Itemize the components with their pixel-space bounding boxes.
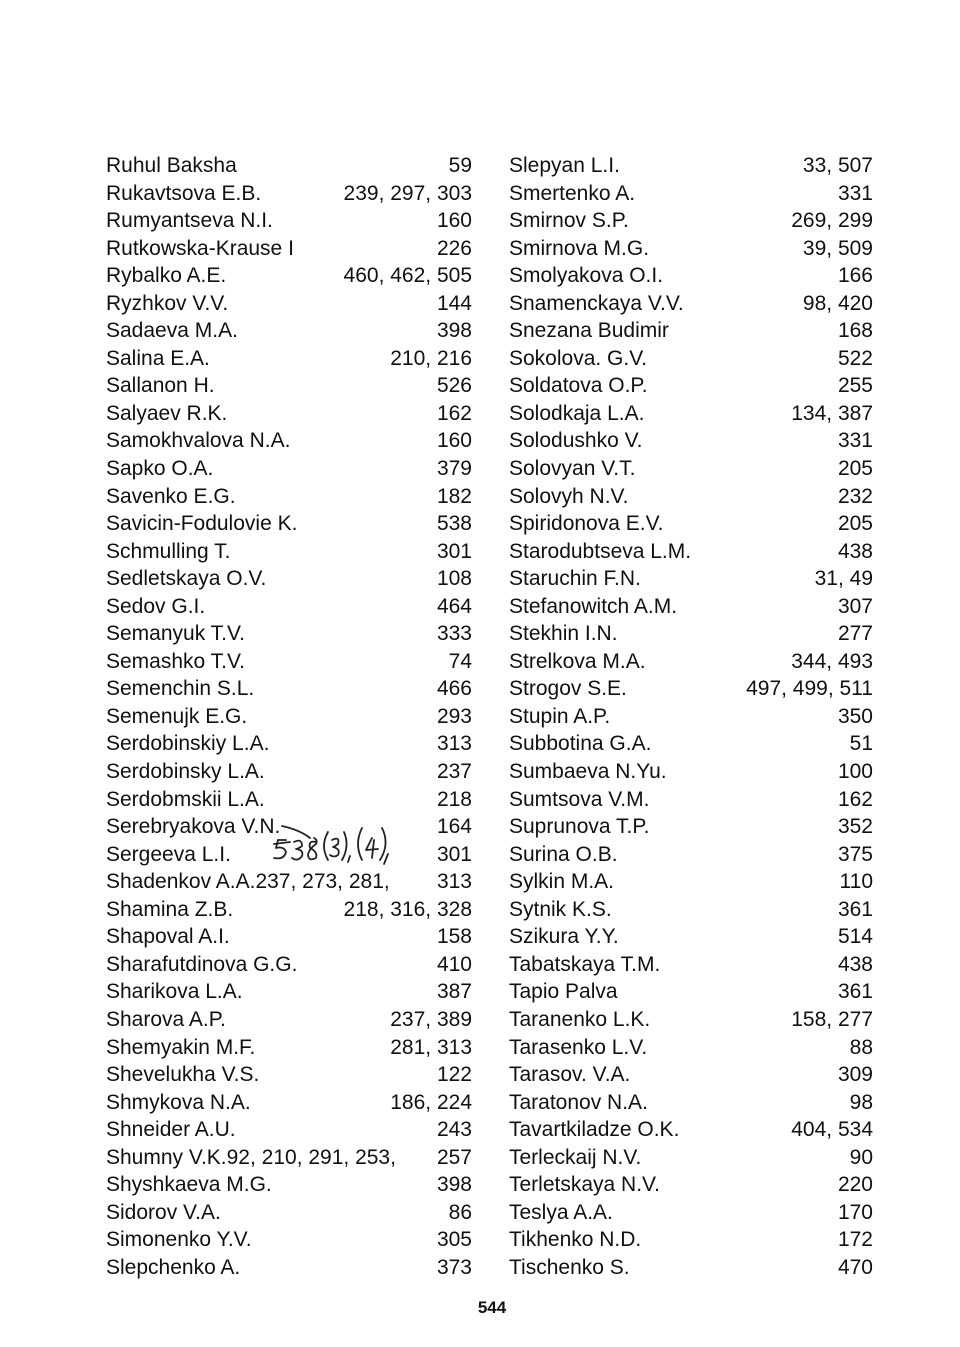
entry-pages: 98, 420 bbox=[802, 291, 873, 315]
entry-name: Sergeeva L.I. bbox=[106, 842, 231, 866]
entry-pages: 301 bbox=[436, 842, 472, 866]
entry-name: Surina O.B. bbox=[509, 842, 618, 866]
index-entry bbox=[106, 593, 472, 621]
index-entry bbox=[509, 565, 873, 593]
entry-pages: 160 bbox=[436, 209, 472, 233]
entry-name: Shamina Z.B. bbox=[106, 897, 234, 921]
index-entry bbox=[106, 538, 472, 566]
index-entry bbox=[106, 1144, 472, 1172]
index-entry bbox=[509, 1199, 873, 1227]
entry-pages: 331 bbox=[837, 429, 873, 453]
entry-name: Shumny V.K.92, 210, 291, 253, bbox=[106, 1145, 396, 1169]
entry-pages: 205 bbox=[837, 457, 873, 481]
entry-pages: 514 bbox=[837, 925, 873, 949]
entry-name: Shmykova N.A. bbox=[106, 1090, 251, 1114]
entry-pages: 305 bbox=[436, 1228, 472, 1252]
index-entry bbox=[106, 703, 472, 731]
entry-pages: 226 bbox=[436, 236, 472, 260]
entry-name: Strogov S.E. bbox=[509, 677, 627, 701]
entry-pages: 162 bbox=[436, 401, 472, 425]
entry-name: Sumbaeva N.Yu. bbox=[509, 760, 667, 784]
entry-pages: 538 bbox=[436, 512, 472, 536]
entry-pages: 144 bbox=[436, 291, 472, 315]
entry-name: Subbotina G.A. bbox=[509, 732, 652, 756]
index-entry bbox=[509, 1171, 873, 1199]
entry-name: Ryzhkov V.V. bbox=[106, 291, 229, 315]
entry-name: Sapko O.A. bbox=[106, 457, 214, 481]
entry-name: Taranenko L.K. bbox=[509, 1007, 651, 1031]
index-entry bbox=[509, 923, 873, 951]
entry-pages: 470 bbox=[837, 1255, 873, 1279]
entry-name: Smolyakova O.I. bbox=[509, 264, 664, 288]
index-entry bbox=[106, 565, 472, 593]
index-entry bbox=[509, 345, 873, 373]
entry-name: Smertenko A. bbox=[509, 181, 636, 205]
index-entry bbox=[509, 538, 873, 566]
index-entry bbox=[509, 262, 873, 290]
index-entry bbox=[106, 868, 472, 896]
index-entry bbox=[509, 868, 873, 896]
entry-name: Solovyh N.V. bbox=[509, 484, 629, 508]
entry-name: Tarasenko L.V. bbox=[509, 1035, 648, 1059]
index-entry bbox=[106, 345, 472, 373]
entry-pages: 522 bbox=[837, 346, 873, 370]
entry-name: Samokhvalova N.A. bbox=[106, 429, 291, 453]
entry-name: Rybalko A.E. bbox=[106, 264, 227, 288]
index-entry bbox=[509, 400, 873, 428]
entry-name: Smirnov S.P. bbox=[509, 209, 629, 233]
entry-name: Sumtsova V.M. bbox=[509, 787, 650, 811]
entry-name: Stefanowitch A.M. bbox=[509, 594, 678, 618]
entry-pages: 313 bbox=[436, 870, 472, 894]
index-entry bbox=[509, 841, 873, 869]
entry-pages: 88 bbox=[849, 1035, 873, 1059]
entry-name: Starodubtseva L.M. bbox=[509, 539, 692, 563]
index-entry bbox=[106, 1061, 472, 1089]
entry-name: Snamenckaya V.V. bbox=[509, 291, 684, 315]
entry-pages: 361 bbox=[837, 897, 873, 921]
entry-pages: 277 bbox=[837, 622, 873, 646]
entry-pages: 404, 534 bbox=[791, 1118, 873, 1142]
entry-pages: 526 bbox=[436, 374, 472, 398]
index-entry bbox=[509, 896, 873, 924]
index-left-column bbox=[106, 152, 472, 1281]
entry-pages: 162 bbox=[837, 787, 873, 811]
entry-pages: 438 bbox=[837, 952, 873, 976]
entry-pages: 243 bbox=[436, 1118, 472, 1142]
entry-pages: 182 bbox=[436, 484, 472, 508]
entry-name: Serdobinsky L.A. bbox=[106, 760, 265, 784]
index-entry bbox=[106, 483, 472, 511]
index-entry bbox=[106, 923, 472, 951]
index-entry bbox=[106, 1089, 472, 1117]
entry-name: Sharafutdinova G.G. bbox=[106, 952, 298, 976]
entry-name: Shyshkaeva M.G. bbox=[106, 1173, 272, 1197]
entry-pages: 387 bbox=[436, 980, 472, 1004]
entry-name: Rumyantseva N.I. bbox=[106, 209, 273, 233]
entry-pages: 398 bbox=[436, 1173, 472, 1197]
index-entry bbox=[106, 675, 472, 703]
index-entry bbox=[106, 786, 472, 814]
entry-pages: 438 bbox=[837, 539, 873, 563]
index-entry bbox=[106, 510, 472, 538]
entry-name: Sedletskaya O.V. bbox=[106, 567, 267, 591]
entry-pages: 158 bbox=[436, 925, 472, 949]
entry-pages: 237 bbox=[436, 760, 472, 784]
entry-name: Shadenkov A.A.237, 273, 281, bbox=[106, 870, 390, 894]
entry-pages: 460, 462, 505 bbox=[343, 264, 472, 288]
entry-pages: 307 bbox=[837, 594, 873, 618]
index-entry bbox=[106, 1226, 472, 1254]
entry-pages: 313 bbox=[436, 732, 472, 756]
index-entry bbox=[509, 455, 873, 483]
entry-pages: 33, 507 bbox=[802, 154, 873, 177]
entry-pages: 269, 299 bbox=[791, 209, 873, 233]
entry-name: Tikhenko N.D. bbox=[509, 1228, 642, 1252]
index-entry bbox=[106, 207, 472, 235]
index-entry bbox=[509, 235, 873, 263]
index-entry bbox=[106, 620, 472, 648]
entry-pages: 210, 216 bbox=[390, 346, 472, 370]
entry-pages: 160 bbox=[436, 429, 472, 453]
entry-name: Shemyakin M.F. bbox=[106, 1035, 256, 1059]
entry-name: Tavartkiladze O.K. bbox=[509, 1118, 680, 1142]
entry-name: Tapio Palva bbox=[509, 980, 618, 1004]
handwritten-note bbox=[270, 818, 430, 868]
entry-pages: 239, 297, 303 bbox=[343, 181, 472, 205]
index-entry bbox=[106, 1034, 472, 1062]
entry-name: Stupin A.P. bbox=[509, 704, 611, 728]
index-entry bbox=[106, 1006, 472, 1034]
entry-pages: 352 bbox=[837, 815, 873, 839]
entry-name: Shapoval A.I. bbox=[106, 925, 230, 949]
entry-name: Sallanon H. bbox=[106, 374, 215, 398]
entry-name: Serdobinskiy L.A. bbox=[106, 732, 270, 756]
entry-name: Tischenko S. bbox=[509, 1255, 630, 1279]
entry-pages: 172 bbox=[837, 1228, 873, 1252]
entry-name: Sytnik K.S. bbox=[509, 897, 612, 921]
index-entry bbox=[509, 978, 873, 1006]
entry-pages: 168 bbox=[837, 319, 873, 343]
index-entry bbox=[509, 1061, 873, 1089]
entry-name: Terletskaya N.V. bbox=[509, 1173, 660, 1197]
entry-pages: 186, 224 bbox=[390, 1090, 472, 1114]
entry-pages: 281, 313 bbox=[390, 1035, 472, 1059]
index-entry bbox=[509, 427, 873, 455]
entry-name: Szikura Y.Y. bbox=[509, 925, 619, 949]
index-entry bbox=[106, 235, 472, 263]
entry-name: Ruhul Baksha bbox=[106, 154, 237, 177]
index-entry bbox=[106, 372, 472, 400]
entry-pages: 220 bbox=[837, 1173, 873, 1197]
entry-name: Suprunova T.P. bbox=[509, 815, 650, 839]
entry-pages: 398 bbox=[436, 319, 472, 343]
entry-pages: 331 bbox=[837, 181, 873, 205]
entry-name: Sharova A.P. bbox=[106, 1007, 226, 1031]
entry-pages: 309 bbox=[837, 1063, 873, 1087]
index-entry bbox=[509, 152, 873, 180]
entry-name: Savenko E.G. bbox=[106, 484, 236, 508]
index-entry bbox=[509, 317, 873, 345]
entry-name: Soldatova O.P. bbox=[509, 374, 648, 398]
entry-name: Semenujk E.G. bbox=[106, 704, 248, 728]
entry-pages: 237, 389 bbox=[390, 1007, 472, 1031]
entry-pages: 74 bbox=[448, 649, 472, 673]
entry-pages: 301 bbox=[436, 539, 472, 563]
index-entry bbox=[509, 675, 873, 703]
entry-name: Sokolova. G.V. bbox=[509, 346, 648, 370]
index-entry bbox=[509, 290, 873, 318]
entry-pages: 464 bbox=[436, 594, 472, 618]
index-entry bbox=[509, 207, 873, 235]
index-entry bbox=[509, 1034, 873, 1062]
entry-pages: 59 bbox=[448, 154, 472, 177]
entry-name: Sharikova L.A. bbox=[106, 980, 243, 1004]
entry-name: Shevelukha V.S. bbox=[106, 1063, 260, 1087]
index-entry bbox=[509, 1116, 873, 1144]
index-entry bbox=[106, 730, 472, 758]
entry-pages: 100 bbox=[837, 760, 873, 784]
entry-pages: 170 bbox=[837, 1200, 873, 1224]
entry-name: Solodushko V. bbox=[509, 429, 643, 453]
index-entry bbox=[106, 290, 472, 318]
index-entry bbox=[509, 813, 873, 841]
entry-pages: 257 bbox=[436, 1145, 472, 1169]
entry-pages: 39, 509 bbox=[802, 236, 873, 260]
index-entry bbox=[509, 372, 873, 400]
index-entry bbox=[509, 510, 873, 538]
entry-name: Snezana Budimir bbox=[509, 319, 669, 343]
entry-name: Salina E.A. bbox=[106, 346, 210, 370]
entry-name: Smirnova M.G. bbox=[509, 236, 650, 260]
index-entry bbox=[106, 400, 472, 428]
entry-name: Teslya A.A. bbox=[509, 1200, 613, 1224]
page-number: 544 bbox=[477, 1298, 507, 1317]
index-entry bbox=[106, 427, 472, 455]
entry-name: Stekhin I.N. bbox=[509, 622, 618, 646]
entry-name: Serdobmskii L.A. bbox=[106, 787, 265, 811]
entry-name: Sadaeva M.A. bbox=[106, 319, 238, 343]
entry-pages: 134, 387 bbox=[791, 401, 873, 425]
entry-pages: 379 bbox=[436, 457, 472, 481]
index-entry bbox=[106, 180, 472, 208]
entry-name: Rutkowska-Krause I bbox=[106, 236, 294, 260]
entry-pages: 205 bbox=[837, 512, 873, 536]
entry-pages: 466 bbox=[436, 677, 472, 701]
entry-pages: 410 bbox=[436, 952, 472, 976]
entry-pages: 373 bbox=[436, 1255, 472, 1279]
entry-name: Solodkaja L.A. bbox=[509, 401, 645, 425]
entry-name: Semanyuk T.V. bbox=[106, 622, 245, 646]
index-right-column bbox=[509, 152, 873, 1281]
entry-pages: 108 bbox=[436, 567, 472, 591]
index-entry bbox=[509, 1226, 873, 1254]
entry-pages: 333 bbox=[436, 622, 472, 646]
index-entry bbox=[509, 648, 873, 676]
entry-pages: 361 bbox=[837, 980, 873, 1004]
entry-pages: 232 bbox=[837, 484, 873, 508]
entry-name: Tabatskaya T.M. bbox=[509, 952, 661, 976]
index-entry bbox=[509, 620, 873, 648]
entry-name: Slepyan L.I. bbox=[509, 154, 620, 177]
entry-name: Serebryakova V.N. bbox=[106, 815, 281, 839]
entry-pages: 497, 499, 511 bbox=[746, 677, 873, 701]
index-entry bbox=[509, 951, 873, 979]
index-entry bbox=[509, 1144, 873, 1172]
entry-name: Schmulling T. bbox=[106, 539, 231, 563]
entry-name: Salyaev R.K. bbox=[106, 401, 228, 425]
entry-name: Staruchin F.N. bbox=[509, 567, 641, 591]
entry-name: Sylkin M.A. bbox=[509, 870, 615, 894]
index-entry bbox=[509, 758, 873, 786]
index-entry bbox=[509, 483, 873, 511]
entry-name: Savicin-Fodulovie K. bbox=[106, 512, 298, 536]
entry-name: Solovyan V.T. bbox=[509, 457, 636, 481]
entry-pages: 166 bbox=[837, 264, 873, 288]
index-entry bbox=[106, 1116, 472, 1144]
entry-name: Spiridonova E.V. bbox=[509, 512, 664, 536]
entry-name: Rukavtsova E.B. bbox=[106, 181, 262, 205]
entry-pages: 51 bbox=[849, 732, 873, 756]
entry-name: Terleckaij N.V. bbox=[509, 1145, 642, 1169]
index-entry bbox=[509, 593, 873, 621]
entry-name: Taratonov N.A. bbox=[509, 1090, 648, 1114]
entry-pages: 375 bbox=[837, 842, 873, 866]
index-entry bbox=[106, 1254, 472, 1282]
entry-pages: 218, 316, 328 bbox=[343, 897, 472, 921]
entry-name: Strelkova M.A. bbox=[509, 649, 646, 673]
index-entry bbox=[509, 1089, 873, 1117]
entry-pages: 110 bbox=[839, 870, 873, 894]
entry-pages: 98 bbox=[849, 1090, 873, 1114]
index-entry bbox=[509, 703, 873, 731]
entry-pages: 350 bbox=[837, 704, 873, 728]
index-entry bbox=[106, 758, 472, 786]
entry-pages: 122 bbox=[436, 1063, 472, 1087]
entry-name: Semashko T.V. bbox=[106, 649, 245, 673]
index-entry bbox=[106, 152, 472, 180]
index-entry bbox=[106, 455, 472, 483]
entry-pages: 90 bbox=[849, 1145, 873, 1169]
index-entry bbox=[106, 1199, 472, 1227]
entry-pages: 255 bbox=[837, 374, 873, 398]
index-entry bbox=[106, 1171, 472, 1199]
index-entry bbox=[106, 262, 472, 290]
entry-pages: 218 bbox=[436, 787, 472, 811]
index-entry bbox=[106, 896, 472, 924]
index-entry bbox=[509, 730, 873, 758]
entry-name: Sidorov V.A. bbox=[106, 1200, 221, 1224]
entry-name: Semenchin S.L. bbox=[106, 677, 255, 701]
entry-pages: 344, 493 bbox=[791, 649, 873, 673]
entry-name: Sedov G.I. bbox=[106, 594, 206, 618]
entry-pages: 164 bbox=[436, 815, 472, 839]
entry-name: Tarasov. V.A. bbox=[509, 1063, 631, 1087]
entry-name: Slepchenko A. bbox=[106, 1255, 241, 1279]
index-entry bbox=[509, 1254, 873, 1282]
entry-pages: 86 bbox=[448, 1200, 472, 1224]
index-entry bbox=[106, 951, 472, 979]
index-entry bbox=[106, 317, 472, 345]
entry-name: Shneider A.U. bbox=[106, 1118, 236, 1142]
index-entry bbox=[106, 978, 472, 1006]
index-entry bbox=[509, 1006, 873, 1034]
index-entry bbox=[106, 648, 472, 676]
index-entry bbox=[509, 180, 873, 208]
index-entry bbox=[509, 786, 873, 814]
entry-pages: 31, 49 bbox=[814, 567, 873, 591]
entry-pages: 293 bbox=[436, 704, 472, 728]
entry-name: Simonenko Y.V. bbox=[106, 1228, 252, 1252]
entry-pages: 158, 277 bbox=[791, 1007, 873, 1031]
